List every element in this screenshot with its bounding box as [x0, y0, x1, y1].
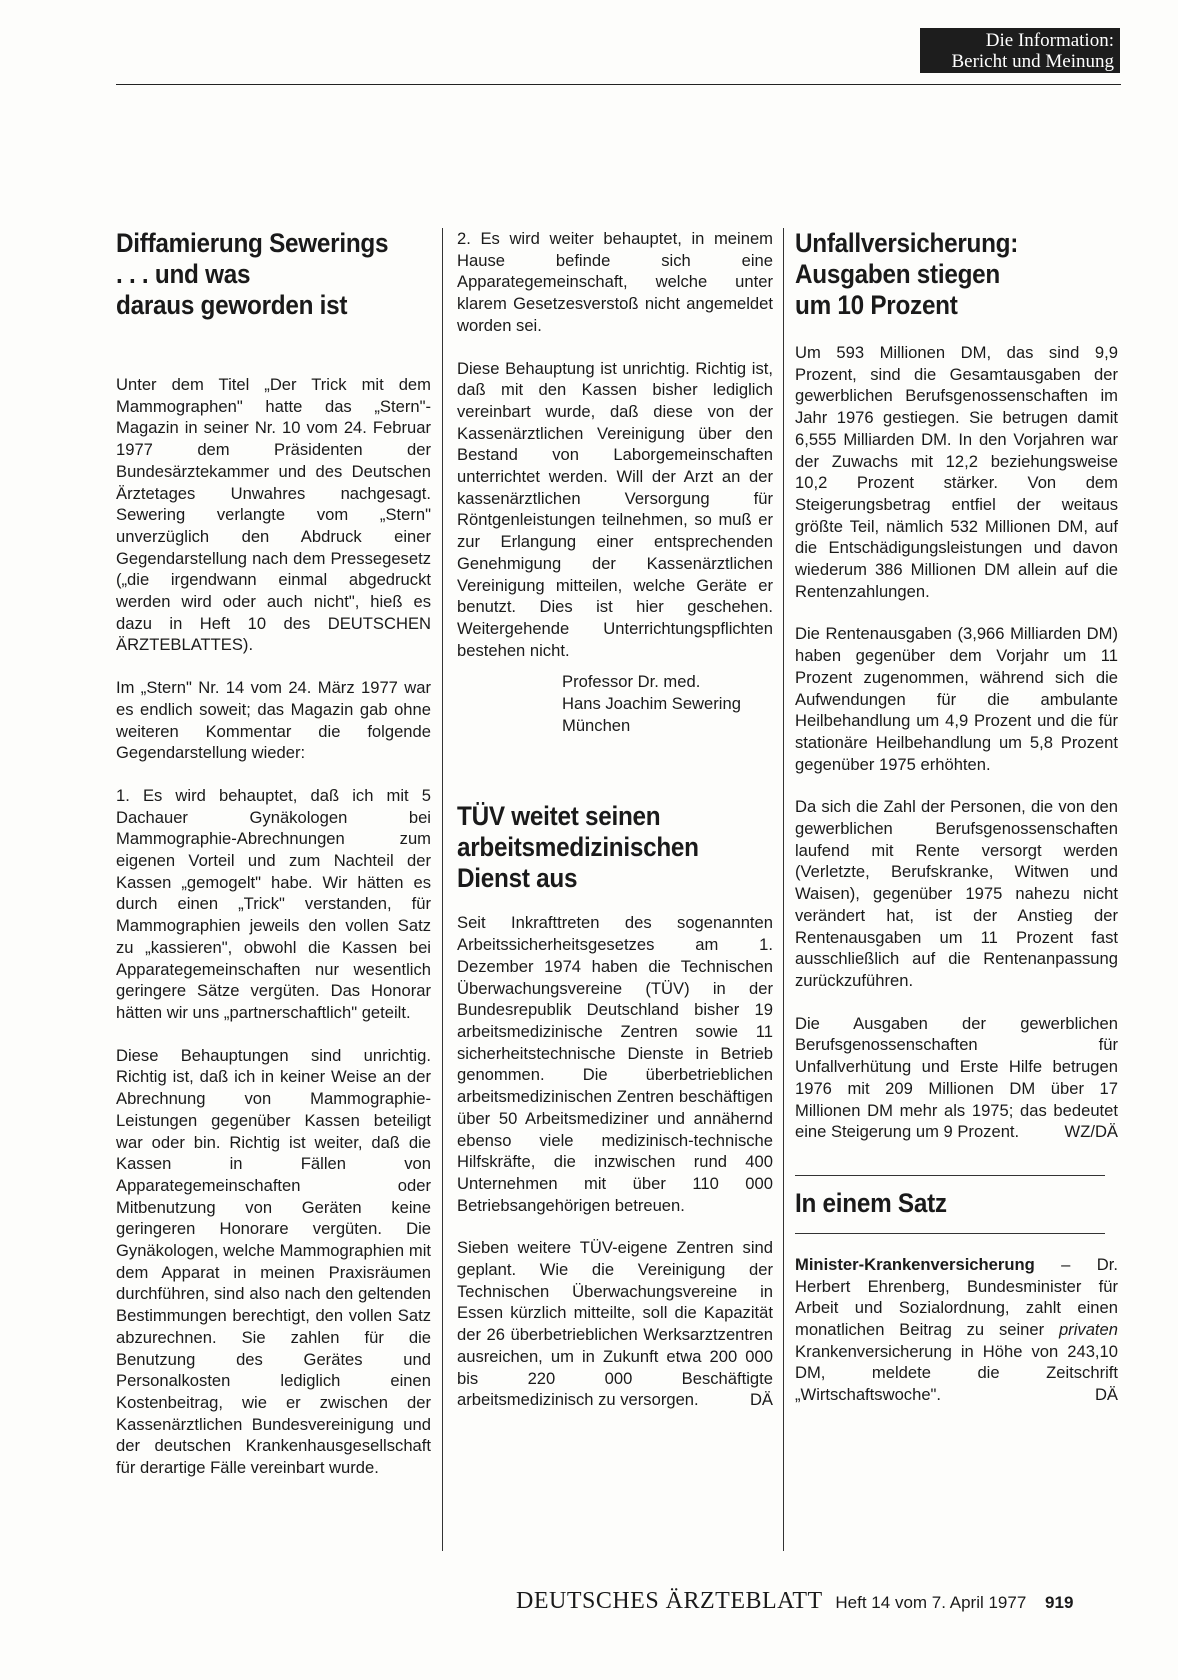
header-rule — [116, 84, 1121, 85]
article-headline — [457, 801, 741, 894]
column-divider — [783, 228, 784, 1551]
section-badge-line1: Die Information: — [985, 30, 1114, 51]
article-headline — [795, 228, 1086, 321]
body-paragraph: Die Rentenausgaben (3,966 Milliarden DM) haben gegenüber dem Vorjahr um 11 Prozent zugenommen, während sich die Aufwendungen für die ambulante Heilbehandlung um 4,9 Prozent und die für stationäre Heilbehandlung um 5,8 Prozent gegenüber 1975 erhöhten. — [795, 624, 1118, 774]
column-divider — [442, 228, 443, 1551]
author-tag: DÄ — [1094, 1385, 1118, 1405]
author-tag: DÄ — [749, 1390, 773, 1410]
body-paragraph — [795, 1254, 1118, 1406]
body-paragraph — [457, 1237, 773, 1411]
section-badge — [920, 28, 1120, 73]
body-paragraph: 1. Es wird behauptet, daß ich mit 5 Dachauer Gynäkologen bei Mammographie-Abrechnungen zum eigenen Vorteil und zum Nachteil der Kassen „gemogelt" habe. Wir hätten es durch einen „Trick" verstanden, für Mammographien jeweils den vollen Satz zu „kassieren", obwohl die Kassen bei Apparategemeinschaften nur wesentlich geringere Sätze vergüten. Das Honorar hätten wir uns „partnerschaftlich" geteilt. — [116, 785, 431, 1022]
signature-line: Hans Joachim Sewering — [562, 694, 741, 714]
signature-line: Professor Dr. med. — [562, 672, 701, 692]
author-tag: WZ/DÄ — [1064, 1122, 1118, 1142]
italic-word: privaten — [1058, 1320, 1118, 1340]
body-paragraph: Seit Inkrafttreten des sogenannten Arbeitssicherheitsgesetzes am 1. Dezember 1974 haben die Technischen Überwachungsvereine (TÜV) in der Bundesrepublik Deutschland bisher 19 arbeitsmedizinische Zentren sowie 11 sicherheitstechnische Dienste in Betrieb genommen. Die überbetrieblichen arbeitsmedizinischen Zentren beschäftigen über 50 Arbeitsmediziner und annähernd ebenso viele medizinisch-technische Hilfskräfte, die inzwischen rund 400 Unternehmen mit über 110 000 Betriebsangehörigen betreuen. — [457, 913, 773, 1215]
journal-name: DEUTSCHES ÄRZTEBLATT — [516, 1588, 823, 1614]
headline-line: arbeitsmedizinischen — [457, 832, 699, 863]
lead-in: Minister-Krankenversicherung — [795, 1254, 1035, 1274]
headline-line: Ausgaben stiegen — [795, 259, 1000, 289]
headline-line: . . . und was — [116, 259, 251, 289]
body-paragraph: Unter dem Titel „Der Trick mit dem Mammographen" hatte das „Stern"-Magazin in seiner Nr. 10 vom 24. Februar 1977 dem Präsidenten der Bundesärztekammer und des Deutschen Ärztetages Unwahres nachgesagt. Sewering verlangte vom „Stern" unverzüglich den Abdruck einer Gegendarstellung nach dem Pressegesetz („die irgendwann einmal abgedruckt werden wird oder auch nicht", hieß es dazu in Heft 10 des DEUTSCHEN ÄRZTEBLATTES). — [116, 375, 431, 655]
headline-line: TÜV weitet seinen — [457, 801, 661, 832]
page-footer — [516, 1588, 1121, 1615]
author-signature — [457, 671, 773, 736]
headline-line: Unfallversicherung: — [795, 228, 1019, 258]
body-paragraph: 2. Es wird weiter behauptet, in meinem Hause befinde sich eine Apparategemeinschaft, welche unter klarem Gesetzesverstoß nicht angemeldet worden sei. — [457, 229, 773, 335]
headline-line: daraus geworden ist — [116, 290, 348, 320]
body-paragraph: Diese Behauptungen sind unrichtig. Richtig ist, daß ich in keiner Weise an der Abrechnung von Mammographie-Leistungen gegenüber Kassen beteiligt war oder bin. Richtig ist weiter, daß die Kassen in Fällen von Apparategemeinschaften oder Mitbenutzung von Geräten keine geringeren Honorare vergüten. Die Gynäkologen, welche Mammographien mit dem Apparat in meinen Praxisräumen durchführen, sind also nach den geltenden Bestimmungen berechtigt, den vollen Satz abzurechnen. Sie zahlen für die Benutzung des Gerätes und Personalkosten lediglich einen Kostenbeitrag, wie er zwischen der Kassenärztlichen Bundesvereinigung und der deutschen Krankenhausgesellschaft für derartige Fälle vereinbart wurde. — [116, 1045, 431, 1478]
headline-line: Diffamierung Sewerings — [116, 228, 389, 258]
page-number: 919 — [1045, 1593, 1074, 1612]
paragraph-text: Krankenversicherung in Höhe von 243,10 DM, meldete die Zeitschrift „Wirtschaftswoche". — [795, 1341, 1118, 1405]
body-paragraph: Im „Stern" Nr. 14 vom 24. März 1977 war es endlich soweit; das Magazin gab ohne weiteren Kommentar die folgende Gegendarstellung wieder: — [116, 678, 431, 763]
article-headline — [116, 228, 400, 321]
paragraph-text: Sieben weitere TÜV-eigene Zentren sind geplant. Wie die Vereinigung der Technischen Überwachungsvereine in Essen kürzlich mitteilte, soll die Kapazität der 26 überbetrieblichen Werksarztzentren ausreichen, um in Zukunft etwa 200 000 bis 220 000 Beschäftigte arbeitsmedizinisch zu versorgen. — [457, 1238, 773, 1410]
body-paragraph: Um 593 Millionen DM, das sind 9,9 Prozent, sind die Gesamtausgaben der gewerblichen Berufsgenossenschaften im Jahr 1976 gestiegen. Sie betrugen damit 6,555 Milliarden DM. In den Vorjahren war der Zuwachs mit 12,2 beziehungsweise 10,2 Prozent stärker. Von dem Steigerungsbetrag entfiel der weitaus größte Teil, nämlich 532 Millionen DM, auf die Entschädigungsleistungen und davon wiederum 386 Millionen DM allein auf die Rentenzahlungen. — [795, 343, 1118, 601]
headline-line: um 10 Prozent — [795, 290, 958, 320]
paragraph-text: – Dr. Herbert Ehrenberg, Bundesminister für Arbeit und Sozialordnung, zahlt einen monatlichen Beitrag zu seiner — [795, 1254, 1118, 1340]
headline-line: Dienst aus — [457, 863, 578, 894]
column-2 — [457, 228, 773, 1411]
body-paragraph: Da sich die Zahl der Personen, die von den gewerblichen Berufsgenossenschaften laufend mit Rente versorgt werden (Verletzte, Berufskranke, Witwen und Waisen), gegenüber 1975 nahezu nicht verändert hat, ist der Anstieg der Rentenausgaben um 11 Prozent fast ausschließlich auf die Rentenanpassung zurückzuführen. — [795, 797, 1118, 990]
issue-info: Heft 14 vom 7. April 1977 — [835, 1593, 1027, 1612]
signature-line: München — [562, 715, 631, 735]
column-3 — [795, 228, 1118, 1406]
article-headline: In einem Satz — [795, 1187, 947, 1218]
section-badge-line2: Bericht und Meinung — [951, 51, 1114, 72]
body-paragraph: Diese Behauptung ist unrichtig. Richtig ist, daß mit den Kassen bisher lediglich vereinbart wurde, daß diese von der Kassenärztlichen Vereinigung über den Bestand von Laborgemeinschaften unterrichtet werden. Will der Arzt an der kassenärztlichen Versorgung für Röntgenleistungen teilnehmen, so muß er zur Erlangung einer entsprechenden Genehmigung der Kassenärztlichen Vereinigung mitteilen, welche Geräte er benutzt. Dies ist hier geschehen. Weitergehende Unterrichtungspflichten bestehen nicht. — [457, 358, 773, 660]
paragraph-text: Die Ausgaben der gewerblichen Berufsgenossenschaften für Unfallverhütung und Erste Hilfe betrugen 1976 mit 209 Millionen DM über 17 Millionen DM mehr als 1975; das bedeutet eine Steigerung um 9 Prozent. — [795, 1013, 1118, 1142]
column-1 — [116, 228, 431, 1479]
body-paragraph — [795, 1013, 1118, 1143]
